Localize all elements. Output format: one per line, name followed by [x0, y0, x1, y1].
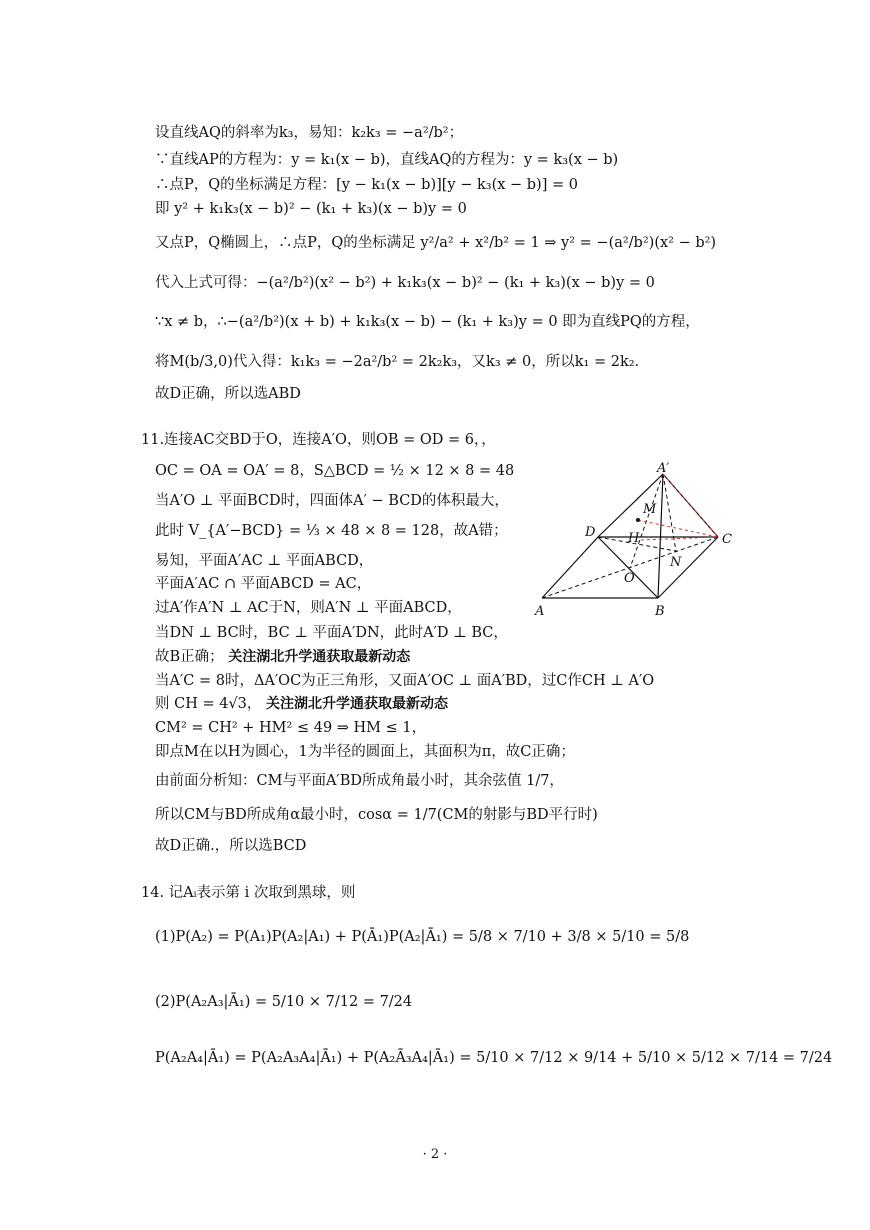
text-line: 由前面分析知：CM与平面A′BD所成角最小时，其余弦值 1/7，: [155, 773, 564, 789]
label-o: O: [624, 571, 635, 586]
text-line: ∵直线AP的方程为：y = k₁(x − b)，直线AQ的方程为：y = k₃(x − b): [155, 152, 619, 168]
label-d: D: [585, 525, 596, 540]
text-line: (1)P(A₂) = P(A₁)P(A₂|A₁) + P(Ā₁)P(A₂|Ā₁) = 5/8 × 7/10 + 3/8 × 5/10 = 5/8: [155, 929, 690, 945]
text-line: 代入上式可得：−(a²/b²)(x² − b²) + k₁k₃(x − b)² − (k₁ + k₃)(x − b)y = 0: [155, 275, 655, 291]
text-line: 即点M在以H为圆心，1为半径的圆面上，其面积为π，故C正确；: [155, 744, 575, 760]
point-m: [636, 518, 640, 522]
text-line: ∵x ≠ b，∴−(a²/b²)(x + b) + k₁k₃(x − b) − (k₁ + k₃)y = 0 即为直线PQ的方程，: [155, 314, 700, 330]
text-line: 将M(b/3,0)代入得：k₁k₃ = −2a²/b² = 2k₂k₃，又k₃ ≠ 0，所以k₁ = 2k₂.: [155, 354, 640, 370]
label-n: N: [670, 555, 682, 570]
text-line: OC = OA = OA′ = 8，S△BCD = ½ × 12 × 8 = 48: [155, 463, 515, 479]
edge-bc: [658, 537, 718, 598]
text-line: (2)P(A₂A₃|Ā₁) = 5/10 × 7/12 = 7/24: [155, 994, 413, 1010]
text-line: 又点P，Q椭圆上，∴点P，Q的坐标满足 y²/a² + x²/b² = 1 ⇒ y² = −(a²/b²)(x² − b²): [155, 235, 717, 251]
text-line: [155, 693, 448, 715]
text-line: ∴点P，Q的坐标满足方程：[y − k₁(x − b)][y − k₃(x − b)] = 0: [155, 177, 578, 193]
promo-text: 关注湖北升学通获取最新动态: [266, 696, 449, 712]
label-b: B: [655, 604, 665, 619]
text-line: 故D正确，所以选ABD: [155, 386, 301, 402]
page-number: · 2 ·: [422, 1147, 448, 1162]
text-line: 即 y² + k₁k₃(x − b)² − (k₁ + k₃)(x − b)y = 0: [155, 201, 467, 217]
text-span: 则 CH = 4√3，: [155, 696, 262, 712]
label-m: M: [643, 502, 657, 517]
text-line: P(A₂A₄|Ā₁) = P(A₂A₃A₄|Ā₁) + P(A₂Ā₃A₄|Ā₁) = 5/10 × 7/12 × 9/14 + 5/10 × 5/12 × 7/14 = 7/24: [155, 1050, 833, 1066]
edge-a-prime-b: [658, 474, 663, 598]
text-line: [155, 646, 410, 668]
segment-a-prime-n: [663, 474, 676, 551]
text-line: 11.连接AC交BD于O，连接A′O，则OB = OD = 6，，: [141, 432, 496, 448]
text-line: 当A′O ⊥ 平面BCD时，四面体A′ − BCD的体积最大，: [155, 493, 509, 509]
text-line: 所以CM与BD所成角α最小时，cosα = 1/7(CM的射影与BD平行时): [155, 807, 598, 823]
text-line: 设直线AQ的斜率为k₃，易知：k₂k₃ = −a²/b²；: [155, 125, 464, 141]
segment-a-prime-o: [630, 474, 663, 568]
text-line: 过A′作A′N ⊥ AC于N，则A′N ⊥ 平面ABCD，: [155, 600, 462, 616]
text-line: 此时 V_{A′−BCD} = ⅓ × 48 × 8 = 128，故A错；: [155, 523, 508, 539]
text-line: 当DN ⊥ BC时，BC ⊥ 平面A′DN，此时A′D ⊥ BC，: [155, 625, 508, 641]
text-span: 故B正确；: [155, 649, 224, 665]
text-line: 故D正确.，所以选BCD: [155, 838, 307, 854]
edge-ad: [542, 537, 598, 598]
tetrahedron-diagram: [528, 458, 743, 630]
tetrahedron-figure: [528, 458, 743, 630]
text-line: CM² = CH² + HM² ≤ 49 ⇒ HM ≤ 1，: [155, 720, 427, 736]
label-h: H: [628, 531, 640, 546]
text-line: 易知，平面A′AC ⊥ 平面ABCD，: [155, 553, 374, 569]
label-a: A: [535, 604, 545, 619]
text-line: 平面A′AC ∩ 平面ABCD = AC，: [155, 576, 372, 592]
text-line: 当A′C = 8时，ΔA′OC为正三角形，又面A′OC ⊥ 面A′BD，过C作CH ⊥ A′O: [155, 673, 655, 689]
label-a-prime: A′: [657, 461, 670, 476]
promo-text: 关注湖北升学通获取最新动态: [228, 649, 411, 665]
text-line: 14. 记Aᵢ表示第 i 次取到黑球，则: [141, 885, 356, 901]
label-c: C: [722, 532, 732, 547]
